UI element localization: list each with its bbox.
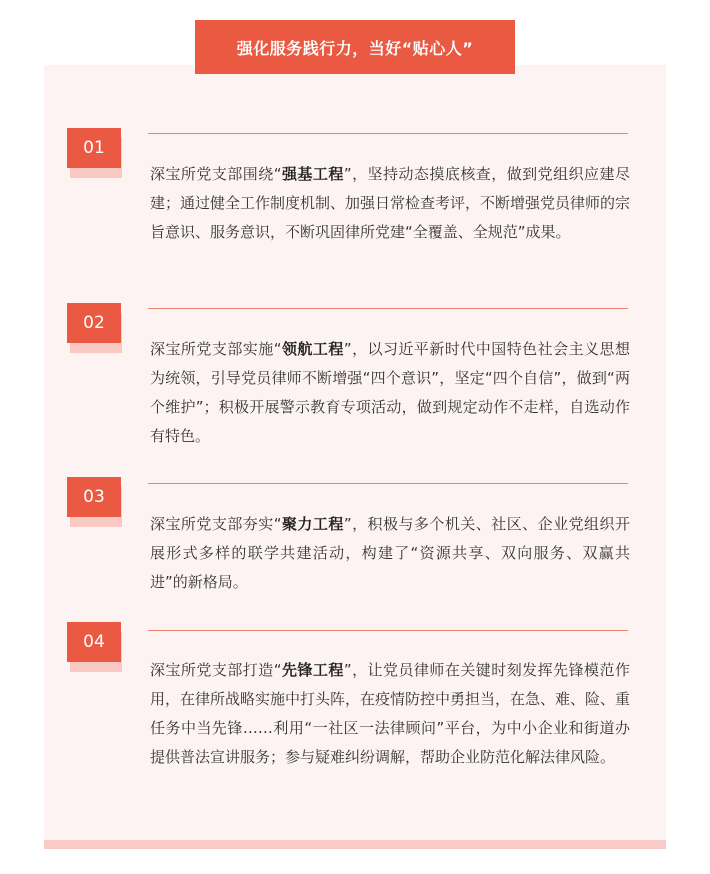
number-badge-label: 02: [83, 313, 105, 333]
paragraph-lead: 深宝所党支部实施“: [150, 340, 282, 358]
section-paragraph: [150, 160, 630, 247]
paragraph-lead: 深宝所党支部围绕“: [150, 165, 282, 183]
section-paragraph: [150, 510, 630, 597]
number-badge: [67, 128, 121, 168]
section-divider: [148, 483, 628, 484]
section-divider: [148, 308, 628, 309]
paragraph-body: ”，以习近平新时代中国特色社会主义思想为统领，引导党员律师不断增强“四个意识”，坚定“四个自信”，做到“两个维护”；积极开展警示教育专项活动，做到规定动作不走样，自选动作有特色。: [150, 340, 630, 445]
panel-bottom-border: [44, 840, 666, 849]
project-name: 强基工程: [281, 165, 344, 183]
number-badge: [67, 622, 121, 662]
paragraph-lead: 深宝所党支部打造“: [150, 661, 282, 679]
paragraph-body: ”，积极与多个机关、社区、企业党组织开展形式多样的联学共建活动，构建了“资源共享、双向服务、双赢共进”的新格局。: [150, 515, 630, 591]
header-title: 强化服务践行力，当好“贴心人”: [236, 38, 474, 58]
number-badge-label: 03: [83, 487, 105, 507]
project-name: 领航工程: [281, 340, 344, 358]
paragraph-lead: 深宝所党支部夯实“: [150, 515, 282, 533]
section-divider: [148, 630, 628, 631]
number-badge-label: 01: [83, 138, 105, 158]
number-badge-label: 04: [83, 632, 105, 652]
section-divider: [148, 133, 628, 134]
project-name: 聚力工程: [281, 515, 344, 533]
number-badge: [67, 303, 121, 343]
section-paragraph: [150, 656, 630, 772]
paragraph-body: ”，坚持动态摸底核查，做到党组织应建尽建；通过健全工作制度机制、加强日常检查考评，不断增强党员律师的宗旨意识、服务意识，不断巩固律所党建“全覆盖、全规范”成果。: [150, 165, 631, 241]
project-name: 先锋工程: [281, 661, 344, 679]
number-badge: [67, 477, 121, 517]
paragraph-body: ”，让党员律师在关键时刻发挥先锋模范作用，在律所战略实施中打头阵，在疫情防控中勇担当，在急、难、险、重任务中当先锋……利用“一社区一法律顾问”平台，为中小企业和街道办提供普法宣讲服务；参与疑难纠纷调解，帮助企业防范化解法律风险。: [150, 661, 631, 766]
header-banner: [195, 20, 515, 74]
section-paragraph: [150, 335, 630, 451]
